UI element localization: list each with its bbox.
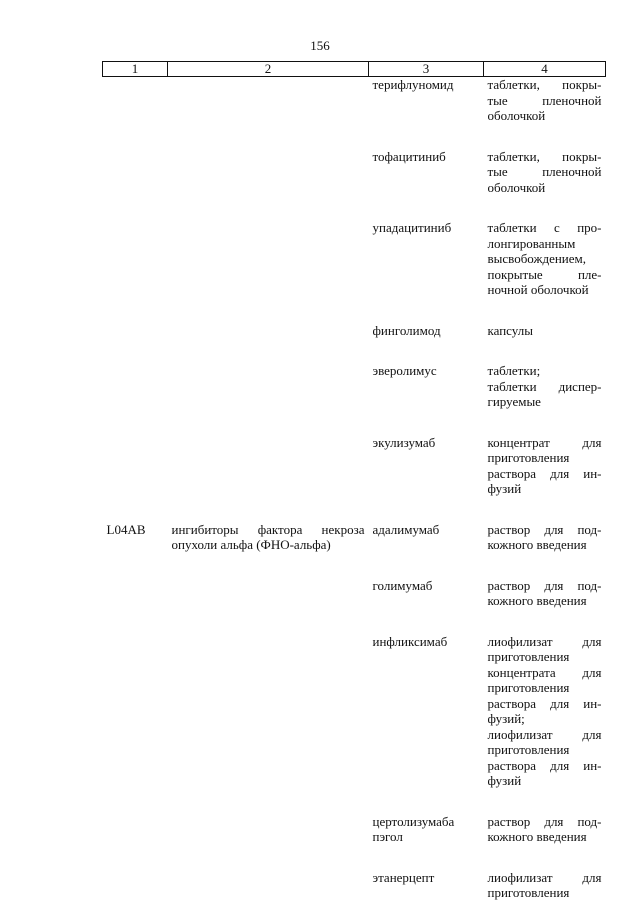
column-header-2: 2 (168, 62, 369, 77)
table-row (103, 634, 606, 789)
dosage-form-line: лиофилизат для (487, 633, 602, 649)
drug-name-cell (369, 149, 484, 196)
spacer-cell (168, 124, 369, 149)
spacer-cell (103, 497, 168, 522)
dosage-form-line: фузий (487, 773, 522, 788)
atc-code-cell: L04AB (106, 521, 146, 537)
spacer-cell (168, 497, 369, 522)
spacer-cell (484, 497, 606, 522)
dosage-form-line: оболочкой (487, 179, 546, 195)
spacer-cell (369, 553, 484, 578)
spacer-cell (369, 410, 484, 435)
dosage-form-line: гируемые (487, 394, 541, 409)
atc-code-cell (103, 220, 168, 298)
row-spacer (103, 845, 606, 870)
dosage-form-line: высвобождением, (487, 251, 587, 266)
table-row (103, 323, 606, 339)
dosage-form-cell (484, 814, 606, 845)
drug-name-cell (369, 363, 484, 410)
dosage-form-line: раствора для ин- (487, 695, 602, 711)
dosage-form-line: таблетки, покры- (487, 77, 602, 92)
spacer-cell (103, 609, 168, 634)
table-row (103, 149, 606, 196)
spacer-cell (168, 195, 369, 220)
spacer-cell (369, 845, 484, 870)
spacer-cell (369, 124, 484, 149)
drug-name-cell (369, 220, 484, 298)
drug-name-line: голимумаб (372, 577, 433, 593)
table-row (103, 578, 606, 609)
drug-name-cell (369, 522, 484, 553)
table-row (103, 363, 606, 410)
group-line: опухоли альфа (ФНО-альфа) (171, 537, 331, 552)
dosage-form-line: ночной оболочкой (487, 282, 589, 297)
drug-name-line: эверолимус (372, 363, 437, 378)
drug-name-cell (369, 578, 484, 609)
spacer-cell (369, 789, 484, 814)
table-row (103, 814, 606, 845)
group-cell (168, 522, 369, 553)
row-spacer (103, 338, 606, 363)
drug-name-line: пэгол (372, 829, 403, 844)
atc-code-cell (103, 149, 168, 196)
spacer-cell (168, 789, 369, 814)
drug-name-line: этанерцепт (372, 869, 435, 885)
page-number: 156 (310, 38, 330, 53)
atc-code-cell (103, 323, 168, 339)
table-header (103, 62, 606, 77)
spacer-cell (369, 298, 484, 323)
spacer-cell (168, 609, 369, 634)
column-header-1: 1 (103, 62, 168, 77)
dosage-form-line: приготовления (487, 885, 570, 900)
spacer-cell (168, 845, 369, 870)
drug-table (102, 61, 606, 901)
spacer-cell (484, 410, 606, 435)
atc-code-cell (103, 634, 168, 789)
table-row (103, 522, 606, 553)
drug-name-cell (369, 814, 484, 845)
column-header-4: 4 (484, 62, 606, 77)
drug-name-line: цертолизумаба (372, 813, 455, 829)
dosage-form-line: капсулы (487, 322, 533, 338)
dosage-form-cell (484, 522, 606, 553)
spacer-cell (103, 410, 168, 435)
row-spacer (103, 410, 606, 435)
row-spacer (103, 195, 606, 220)
spacer-cell (484, 338, 606, 363)
group-cell (168, 363, 369, 410)
dosage-form-line: фузий (487, 481, 522, 496)
dosage-form-line: таблетки диспер- (487, 378, 602, 394)
dosage-form-cell (484, 220, 606, 298)
spacer-cell (484, 845, 606, 870)
row-spacer (103, 789, 606, 814)
dosage-form-line: фузий; (487, 711, 525, 726)
row-spacer (103, 553, 606, 578)
dosage-form-cell (484, 77, 606, 124)
drug-name-line: адалимумаб (372, 521, 440, 537)
group-cell (168, 870, 369, 901)
atc-code-cell (103, 870, 168, 901)
drug-name-cell (369, 435, 484, 497)
spacer-cell (369, 609, 484, 634)
row-spacer (103, 298, 606, 323)
row-spacer (103, 609, 606, 634)
group-cell (168, 220, 369, 298)
dosage-form-line: кожного введения (487, 537, 587, 552)
spacer-cell (103, 124, 168, 149)
drug-name-line: экулизумаб (372, 434, 436, 450)
spacer-cell (103, 789, 168, 814)
group-line: ингибиторы фактора некроза (171, 521, 365, 537)
dosage-form-line: раствора для ин- (487, 465, 602, 481)
spacer-cell (484, 789, 606, 814)
spacer-cell (168, 553, 369, 578)
column-header-3: 3 (369, 62, 484, 77)
drug-name-cell (369, 870, 484, 901)
dosage-form-line: таблетки, покры- (487, 148, 602, 164)
drug-name-line: финголимод (372, 322, 441, 338)
dosage-form-line: раствор для под- (487, 521, 602, 537)
dosage-form-line: приготовления (487, 450, 570, 465)
atc-code-cell (103, 363, 168, 410)
dosage-form-cell (484, 149, 606, 196)
spacer-cell (369, 195, 484, 220)
spacer-cell (168, 338, 369, 363)
group-cell (168, 578, 369, 609)
group-cell (168, 634, 369, 789)
spacer-cell (369, 338, 484, 363)
dosage-form-line: тые пленочной (487, 164, 602, 179)
dosage-form-line: таблетки с про- (487, 220, 602, 235)
spacer-cell (103, 298, 168, 323)
group-cell (168, 435, 369, 497)
dosage-form-cell (484, 634, 606, 789)
dosage-form-line: таблетки; (487, 363, 541, 378)
dosage-form-cell (484, 578, 606, 609)
drug-name-line: терифлуномид (372, 77, 454, 92)
dosage-form-line: кожного введения (487, 593, 587, 608)
drug-name-line: упадацитиниб (372, 220, 452, 235)
spacer-cell (103, 845, 168, 870)
spacer-cell (168, 298, 369, 323)
atc-code-cell (103, 77, 168, 124)
dosage-form-line: тые пленочной (487, 92, 602, 108)
table-row (103, 435, 606, 497)
atc-code-cell (103, 814, 168, 845)
atc-code-cell (103, 435, 168, 497)
dosage-form-line: лиофилизат для (487, 726, 602, 742)
spacer-cell (484, 195, 606, 220)
group-cell (168, 77, 369, 124)
spacer-cell (103, 553, 168, 578)
atc-code-cell (103, 578, 168, 609)
drug-name-line: инфликсимаб (372, 633, 448, 649)
dosage-form-cell (484, 435, 606, 497)
row-spacer (103, 497, 606, 522)
dosage-form-line: приготовления (487, 649, 570, 664)
spacer-cell (168, 410, 369, 435)
dosage-form-cell (484, 323, 606, 339)
drug-name-cell (369, 323, 484, 339)
table-row (103, 870, 606, 901)
table-row (103, 220, 606, 298)
row-spacer (103, 124, 606, 149)
dosage-form-line: концентрат для (487, 434, 602, 450)
dosage-form-cell (484, 870, 606, 901)
dosage-form-cell (484, 363, 606, 410)
spacer-cell (484, 553, 606, 578)
drug-name-line: тофацитиниб (372, 148, 446, 164)
dosage-form-line: лонгированным (487, 235, 576, 251)
dosage-form-line: кожного введения (487, 829, 587, 844)
spacer-cell (103, 338, 168, 363)
group-cell (168, 323, 369, 339)
spacer-cell (369, 497, 484, 522)
dosage-form-line: раствор для под- (487, 577, 602, 593)
drug-name-cell (369, 634, 484, 789)
group-cell (168, 814, 369, 845)
dosage-form-line: лиофилизат для (487, 869, 602, 885)
spacer-cell (484, 609, 606, 634)
dosage-form-line: покрытые пле- (487, 266, 602, 282)
spacer-cell (484, 124, 606, 149)
table-body (103, 77, 606, 901)
dosage-form-line: приготовления (487, 680, 570, 695)
group-cell (168, 149, 369, 196)
dosage-form-line: раствор для под- (487, 813, 602, 829)
dosage-form-line: концентрата для (487, 664, 602, 680)
dosage-form-line: раствора для ин- (487, 757, 602, 773)
dosage-form-line: оболочкой (487, 108, 546, 123)
spacer-cell (103, 195, 168, 220)
drug-name-cell (369, 77, 484, 124)
spacer-cell (484, 298, 606, 323)
table-row (103, 77, 606, 124)
dosage-form-line: приготовления (487, 742, 570, 757)
